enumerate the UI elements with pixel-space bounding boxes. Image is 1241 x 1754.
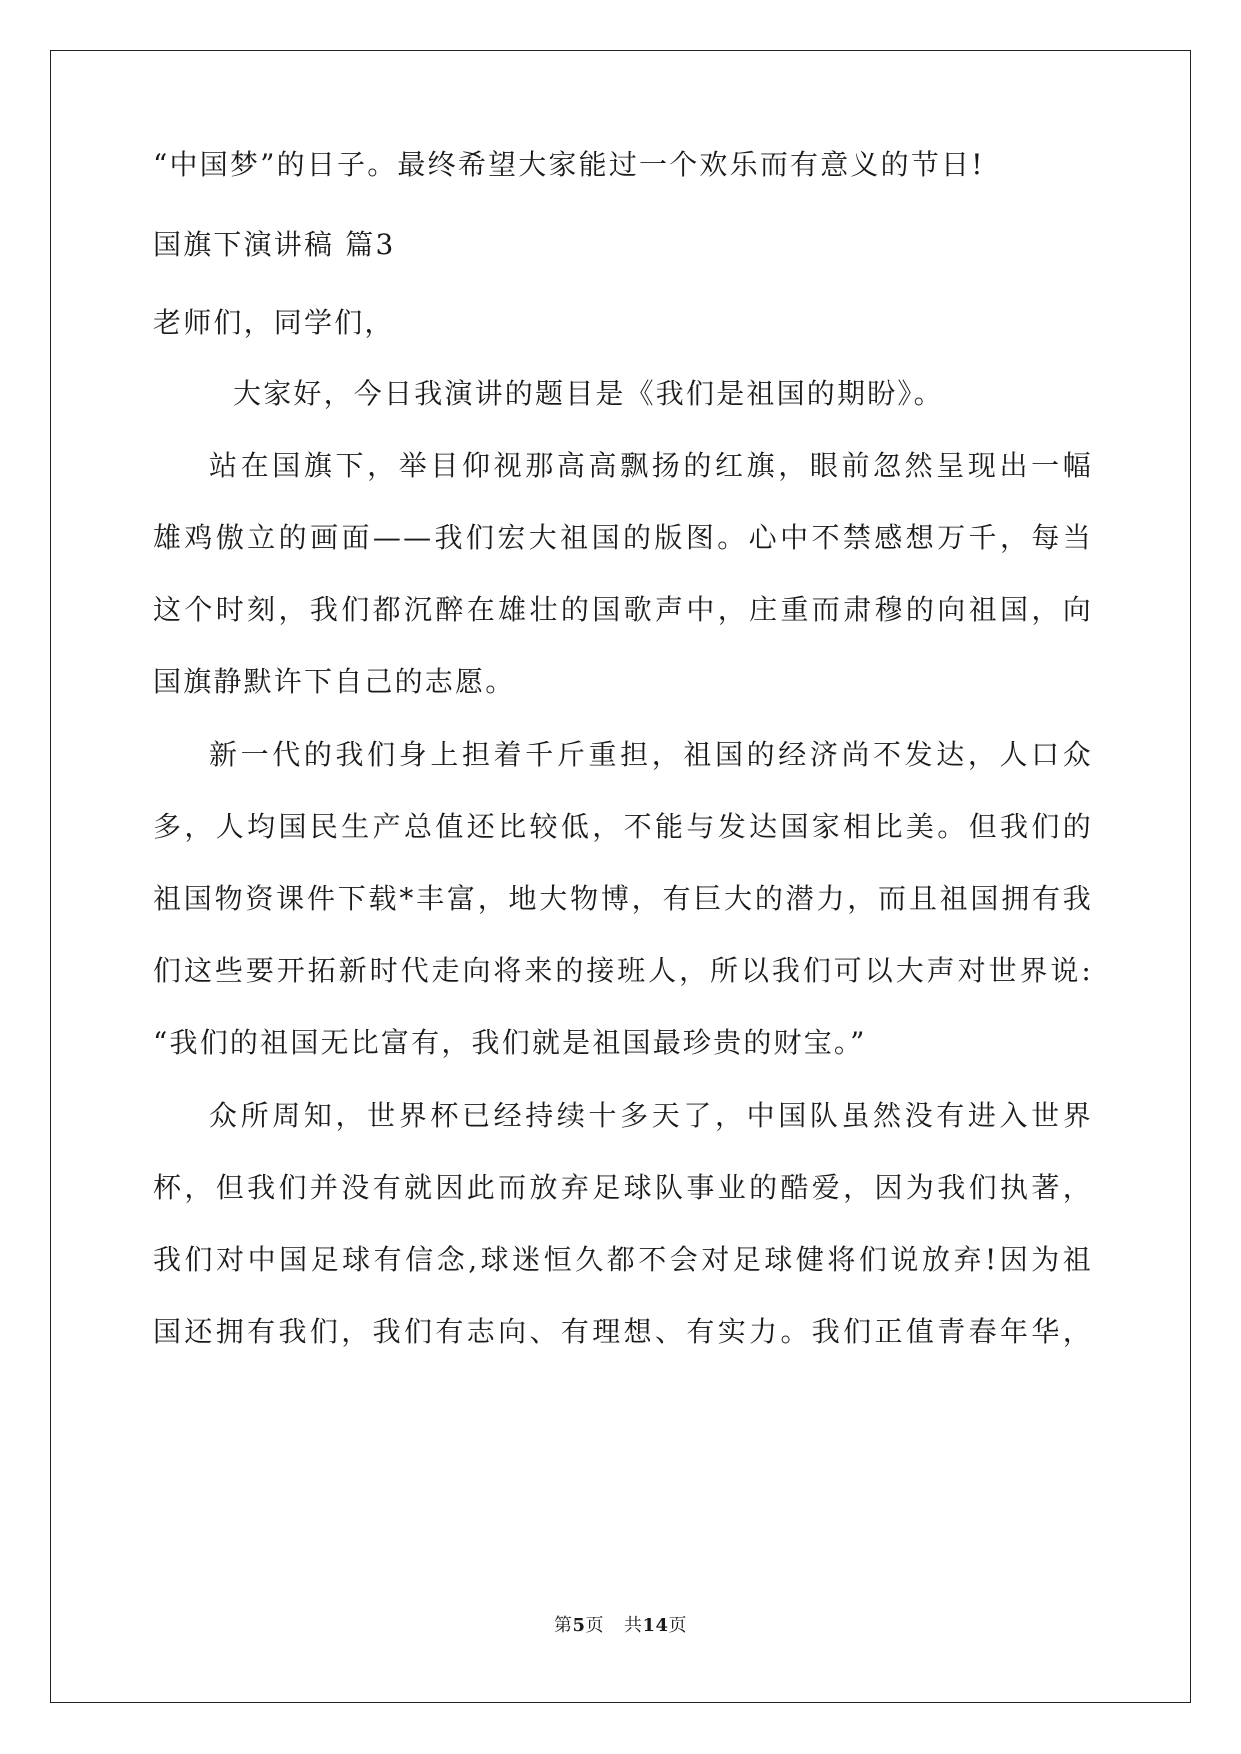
page-border <box>50 50 1191 1703</box>
footer-prefix: 第 <box>553 1615 573 1636</box>
salutation-line: 老师们，同学们， <box>153 306 395 339</box>
paragraph-1-line-4: 国旗静默许下自己的志愿。 <box>153 665 516 698</box>
footer-page-unit: 页 <box>585 1615 604 1636</box>
current-page-number: 5 <box>572 1615 586 1636</box>
page-number-footer <box>0 1614 1241 1638</box>
opening-line: 大家好，今日我演讲的题目是《我们是祖国的期盼》。 <box>233 377 944 410</box>
total-pages-number: 14 <box>642 1615 669 1636</box>
paragraph-2-line-5: “我们的祖国无比富有，我们就是祖国最珍贵的财宝。” <box>153 1026 867 1059</box>
paragraph-3-line-4: 国还拥有我们，我们有志向、有理想、有实力。我们正值青春年华， <box>153 1315 1093 1348</box>
paragraph-1-line-3: 这个时刻，我们都沉醉在雄壮的国歌声中，庄重而肃穆的向祖国，向 <box>153 593 1093 626</box>
paragraph-2-line-3: 祖国物资课件下载*丰富，地大物博，有巨大的潜力，而且祖国拥有我 <box>153 882 1093 915</box>
paragraph-2-line-1: 新一代的我们身上担着千斤重担，祖国的经济尚不发达，人口众 <box>209 738 1093 771</box>
paragraph-1-line-2: 雄鸡傲立的画面——我们宏大祖国的版图。心中不禁感想万千，每当 <box>153 521 1093 554</box>
paragraph-3-line-2: 杯，但我们并没有就因此而放弃足球队事业的酷爱，因为我们执著， <box>153 1171 1093 1204</box>
footer-total-prefix: 共 <box>623 1615 643 1636</box>
paragraph-1-line-1: 站在国旗下，举目仰视那高高飘扬的红旗，眼前忽然呈现出一幅 <box>209 449 1093 482</box>
paragraph-2-line-4: 们这些要开拓新时代走向将来的接班人，所以我们可以大声对世界说: <box>153 954 1093 987</box>
paragraph-2-line-2: 多，人均国民生产总值还比较低，不能与发达国家相比美。但我们的 <box>153 810 1093 843</box>
paragraph-3-line-1: 众所周知，世界杯已经持续十多天了，中国队虽然没有进入世界 <box>209 1099 1093 1132</box>
text-line-1: “中国梦”的日子。最终希望大家能过一个欢乐而有意义的节日! <box>153 148 985 181</box>
paragraph-3-line-3: 我们对中国足球有信念,球迷恒久都不会对足球健将们说放弃!因为祖 <box>153 1243 1093 1276</box>
section-heading: 国旗下演讲稿 篇3 <box>153 228 396 261</box>
footer-total-unit: 页 <box>668 1615 688 1636</box>
